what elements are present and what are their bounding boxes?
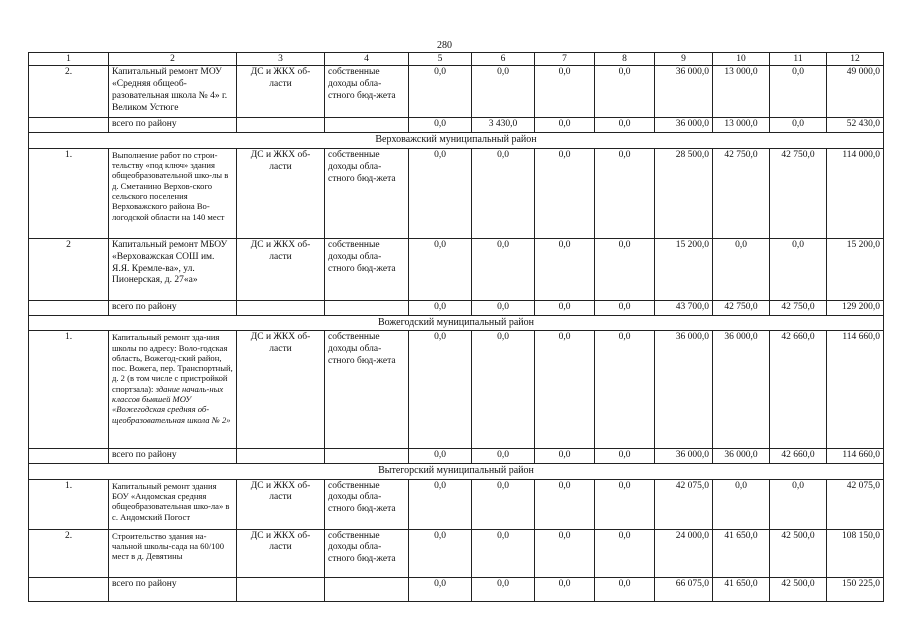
- value-cell: 0,0: [535, 300, 595, 315]
- region-title: Вожегодский муниципальный район: [29, 315, 884, 331]
- value-cell: 0,0: [409, 148, 472, 238]
- row-number: 2.: [29, 529, 109, 577]
- object-name-cell: [109, 331, 237, 449]
- value-cell: 42 750,0: [713, 300, 770, 315]
- column-header: 5: [409, 53, 472, 66]
- value-cell: 52 430,0: [827, 118, 884, 133]
- object-name: Капитальный ремонт МОУ «Средняя общеоб-разовательная школа № 4» г. Великом Устюге: [109, 66, 237, 118]
- region-title: Вытегорский муниципальный район: [29, 464, 884, 480]
- executor: ДС и ЖКХ об-ласти: [237, 529, 325, 577]
- column-header: 4: [325, 53, 409, 66]
- value-cell: 0,0: [595, 577, 655, 601]
- value-cell: 15 200,0: [655, 238, 713, 300]
- total-row: [29, 118, 884, 133]
- row-number: 2.: [29, 66, 109, 118]
- value-cell: 42 750,0: [770, 300, 827, 315]
- funding-source: собственные доходы обла-стного бюд-жета: [325, 148, 409, 238]
- table-row: [29, 479, 884, 529]
- value-cell: 42 660,0: [770, 331, 827, 449]
- value-cell: 0,0: [535, 577, 595, 601]
- value-cell: 43 700,0: [655, 300, 713, 315]
- value-cell: 150 225,0: [827, 577, 884, 601]
- total-row: [29, 449, 884, 464]
- object-name: Выполнение работ по строи-тельству «под ключ» здания общеобразовательной шко-лы в д. Сметанино Верхов-ского сельского поселения Верховажского района Во-логодской области на 140 мест: [109, 148, 237, 238]
- value-cell: 0,0: [595, 449, 655, 464]
- executor: ДС и ЖКХ об-ласти: [237, 238, 325, 300]
- value-cell: 36 000,0: [655, 118, 713, 133]
- column-header: 7: [535, 53, 595, 66]
- value-cell: 36 000,0: [713, 449, 770, 464]
- executor: ДС и ЖКХ об-ласти: [237, 479, 325, 529]
- object-name: Капитальный ремонт зда-ния школы по адресу: Воло-годская область, Вожегод-ский район, пос. Вожега, пер. Транспортный, д. 2 (в том числе с пристройкой спортзала):: [112, 332, 233, 394]
- object-name: Строительство здания на-чальной школы-сада на 60/100 мест в д. Девятины: [109, 529, 237, 577]
- value-cell: 0,0: [595, 118, 655, 133]
- column-header: 8: [595, 53, 655, 66]
- value-cell: 0,0: [595, 66, 655, 118]
- table-row: [29, 66, 884, 118]
- column-header: 10: [713, 53, 770, 66]
- value-cell: 0,0: [595, 238, 655, 300]
- value-cell: 0,0: [595, 529, 655, 577]
- value-cell: 0,0: [472, 529, 535, 577]
- value-cell: 0,0: [409, 118, 472, 133]
- row-number: 1.: [29, 148, 109, 238]
- page-number: 280: [437, 40, 452, 51]
- column-header-row: [29, 53, 884, 66]
- value-cell: 15 200,0: [827, 238, 884, 300]
- value-cell: 42 075,0: [655, 479, 713, 529]
- value-cell: 13 000,0: [713, 118, 770, 133]
- value-cell: 0,0: [770, 66, 827, 118]
- value-cell: 0,0: [472, 449, 535, 464]
- value-cell: 0,0: [535, 479, 595, 529]
- object-note: здание началь-ных классов бывшей МОУ «Вожегодская средняя об-щеобразовательная школа № 2»: [112, 383, 231, 425]
- value-cell: 42 750,0: [713, 148, 770, 238]
- value-cell: 0,0: [472, 148, 535, 238]
- value-cell: 36 000,0: [655, 449, 713, 464]
- total-label: всего по району: [109, 118, 237, 133]
- region-header-row: [29, 464, 884, 480]
- value-cell: 0,0: [472, 66, 535, 118]
- total-label: всего по району: [109, 449, 237, 464]
- value-cell: 108 150,0: [827, 529, 884, 577]
- value-cell: 0,0: [535, 118, 595, 133]
- value-cell: 0,0: [535, 449, 595, 464]
- value-cell: 0,0: [409, 577, 472, 601]
- value-cell: 36 000,0: [713, 331, 770, 449]
- value-cell: 0,0: [535, 148, 595, 238]
- executor: ДС и ЖКХ об-ласти: [237, 331, 325, 449]
- total-label: всего по району: [109, 300, 237, 315]
- column-header: 2: [109, 53, 237, 66]
- value-cell: 0,0: [595, 300, 655, 315]
- value-cell: 0,0: [535, 331, 595, 449]
- funding-source: собственные доходы обла-стного бюд-жета: [325, 66, 409, 118]
- value-cell: 0,0: [472, 479, 535, 529]
- value-cell: 0,0: [595, 331, 655, 449]
- value-cell: 0,0: [535, 529, 595, 577]
- column-header: 1: [29, 53, 109, 66]
- funding-source: собственные доходы обла-стного бюд-жета: [325, 529, 409, 577]
- column-header: 6: [472, 53, 535, 66]
- value-cell: 0,0: [770, 118, 827, 133]
- region-title: Верховажский муниципальный район: [29, 133, 884, 149]
- value-cell: 66 075,0: [655, 577, 713, 601]
- value-cell: 0,0: [535, 238, 595, 300]
- column-header: 12: [827, 53, 884, 66]
- value-cell: 0,0: [770, 238, 827, 300]
- total-row: [29, 577, 884, 601]
- value-cell: 114 000,0: [827, 148, 884, 238]
- value-cell: 0,0: [409, 529, 472, 577]
- object-name: Капитальный ремонт МБОУ «Верховажская СОШ им. Я.Я. Кремле-ва», ул. Пионерская, д. 27«а»: [109, 238, 237, 300]
- value-cell: 0,0: [409, 66, 472, 118]
- value-cell: 0,0: [472, 577, 535, 601]
- column-header: 9: [655, 53, 713, 66]
- value-cell: 0,0: [409, 238, 472, 300]
- value-cell: 0,0: [409, 331, 472, 449]
- value-cell: 41 650,0: [713, 529, 770, 577]
- value-cell: 3 430,0: [472, 118, 535, 133]
- executor: ДС и ЖКХ об-ласти: [237, 148, 325, 238]
- funding-source: собственные доходы обла-стного бюд-жета: [325, 331, 409, 449]
- value-cell: 0,0: [595, 148, 655, 238]
- value-cell: 36 000,0: [655, 66, 713, 118]
- executor: ДС и ЖКХ об-ласти: [237, 66, 325, 118]
- value-cell: 0,0: [713, 479, 770, 529]
- value-cell: 0,0: [713, 238, 770, 300]
- value-cell: 13 000,0: [713, 66, 770, 118]
- value-cell: 129 200,0: [827, 300, 884, 315]
- value-cell: 0,0: [472, 331, 535, 449]
- value-cell: 0,0: [409, 300, 472, 315]
- row-number: 1.: [29, 331, 109, 449]
- value-cell: 49 000,0: [827, 66, 884, 118]
- value-cell: 0,0: [595, 479, 655, 529]
- value-cell: 42 500,0: [770, 529, 827, 577]
- column-header: 3: [237, 53, 325, 66]
- value-cell: 114 660,0: [827, 331, 884, 449]
- value-cell: 28 500,0: [655, 148, 713, 238]
- value-cell: 114 660,0: [827, 449, 884, 464]
- value-cell: 0,0: [472, 300, 535, 315]
- region-header-row: [29, 133, 884, 149]
- value-cell: 0,0: [409, 449, 472, 464]
- value-cell: 36 000,0: [655, 331, 713, 449]
- row-number: 1.: [29, 479, 109, 529]
- value-cell: 42 660,0: [770, 449, 827, 464]
- funding-source: собственные доходы обла-стного бюд-жета: [325, 479, 409, 529]
- value-cell: 42 750,0: [770, 148, 827, 238]
- region-header-row: [29, 315, 884, 331]
- row-number: 2: [29, 238, 109, 300]
- value-cell: 42 500,0: [770, 577, 827, 601]
- object-name: Капитальный ремонт здания БОУ «Андомская средняя общеобразовательная шко-ла» в с. Андомский Погост: [109, 479, 237, 529]
- value-cell: 0,0: [770, 479, 827, 529]
- value-cell: 42 075,0: [827, 479, 884, 529]
- funding-source: собственные доходы обла-стного бюд-жета: [325, 238, 409, 300]
- value-cell: 0,0: [472, 238, 535, 300]
- budget-table: [28, 52, 884, 602]
- value-cell: 24 000,0: [655, 529, 713, 577]
- value-cell: 0,0: [409, 479, 472, 529]
- value-cell: 0,0: [535, 66, 595, 118]
- value-cell: 41 650,0: [713, 577, 770, 601]
- table-row: [29, 331, 884, 449]
- table-row: [29, 238, 884, 300]
- column-header: 11: [770, 53, 827, 66]
- table-row: [29, 148, 884, 238]
- total-label: всего по району: [109, 577, 237, 601]
- table-row: [29, 529, 884, 577]
- total-row: [29, 300, 884, 315]
